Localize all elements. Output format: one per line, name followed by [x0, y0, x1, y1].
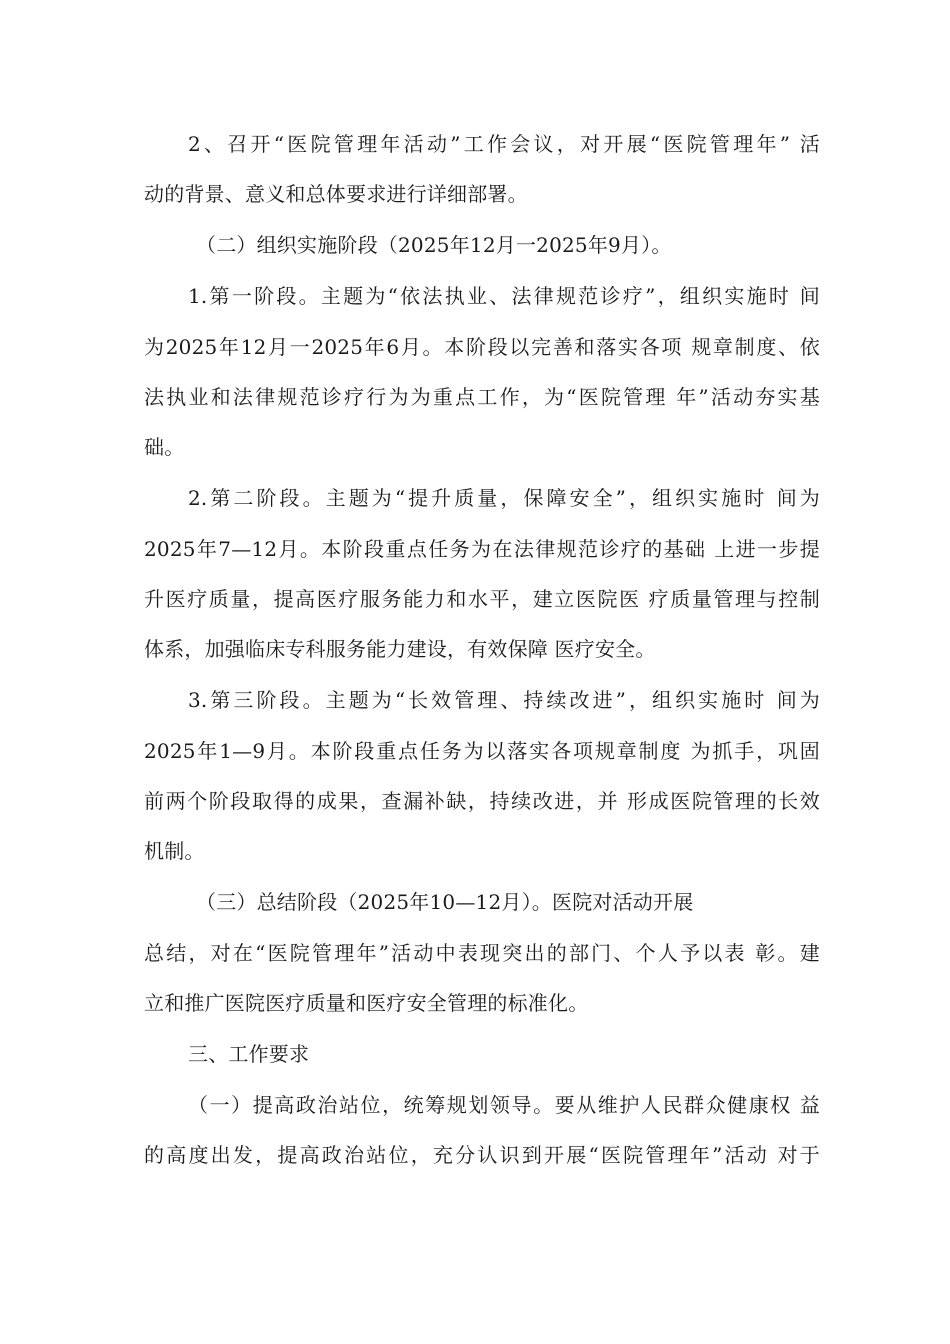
text-line: 前两个阶段取得的成果，查漏补缺，持续改进，并 形成医院管理的长效 — [144, 789, 820, 813]
text-line: 机制。 — [144, 839, 205, 863]
text-line: 为2025年12月一2025年6月。本阶段以完善和落实各项 规章制度、依 — [144, 335, 820, 359]
text-line: （一）提高政治站位，统筹规划领导。要从维护人民群众健康权 益 — [188, 1093, 820, 1117]
section-heading: （二）组织实施阶段（2025年12月一2025年9月）。 — [196, 233, 672, 257]
text-line: 体系，加强临床专科服务能力建设，有效保障 医疗安全。 — [144, 637, 656, 661]
text-line: 2、召开“医院管理年活动”工作会议，对开展“医院管理年” 活 — [188, 132, 820, 156]
text-line: 立和推广医院医疗质量和医疗安全管理的标准化。 — [144, 991, 589, 1015]
text-line: 的高度出发，提高政治站位，充分认识到开展“医院管理年”活动 对于 — [144, 1143, 820, 1167]
text-line: 法执业和法律规范诊疗行为为重点工作，为“医院管理 年”活动夯实基 — [144, 385, 820, 409]
text-line: 2.第二阶段。主题为“提升质量，保障安全”，组织实施时 间为 — [188, 486, 820, 510]
text-line: 3.第三阶段。主题为“长效管理、持续改进”，组织实施时 间为 — [188, 688, 820, 712]
text-line: 1.第一阶段。主题为“依法执业、法律规范诊疗”，组织实施时 间 — [188, 284, 820, 308]
text-line: 升医疗质量，提高医疗服务能力和水平，建立医院医 疗质量管理与控制 — [144, 587, 820, 611]
text-line: 2025年7—12月。本阶段重点任务为在法律规范诊疗的基础 上进一步提 — [144, 537, 820, 561]
text-line: 动的背景、意义和总体要求进行详细部署。 — [144, 182, 528, 206]
text-line: 总结，对在“医院管理年”活动中表现突出的部门、个人予以表 彰。建 — [144, 941, 820, 965]
text-line: 础。 — [144, 435, 185, 459]
text-line: 2025年1—9月。本阶段重点任务为以落实各项规章制度 为抓手，巩固 — [144, 739, 820, 763]
section-heading: 三、工作要求 — [188, 1042, 310, 1066]
text-line: （三）总结阶段（2025年10—12月）。医院对活动开展 — [196, 890, 694, 914]
